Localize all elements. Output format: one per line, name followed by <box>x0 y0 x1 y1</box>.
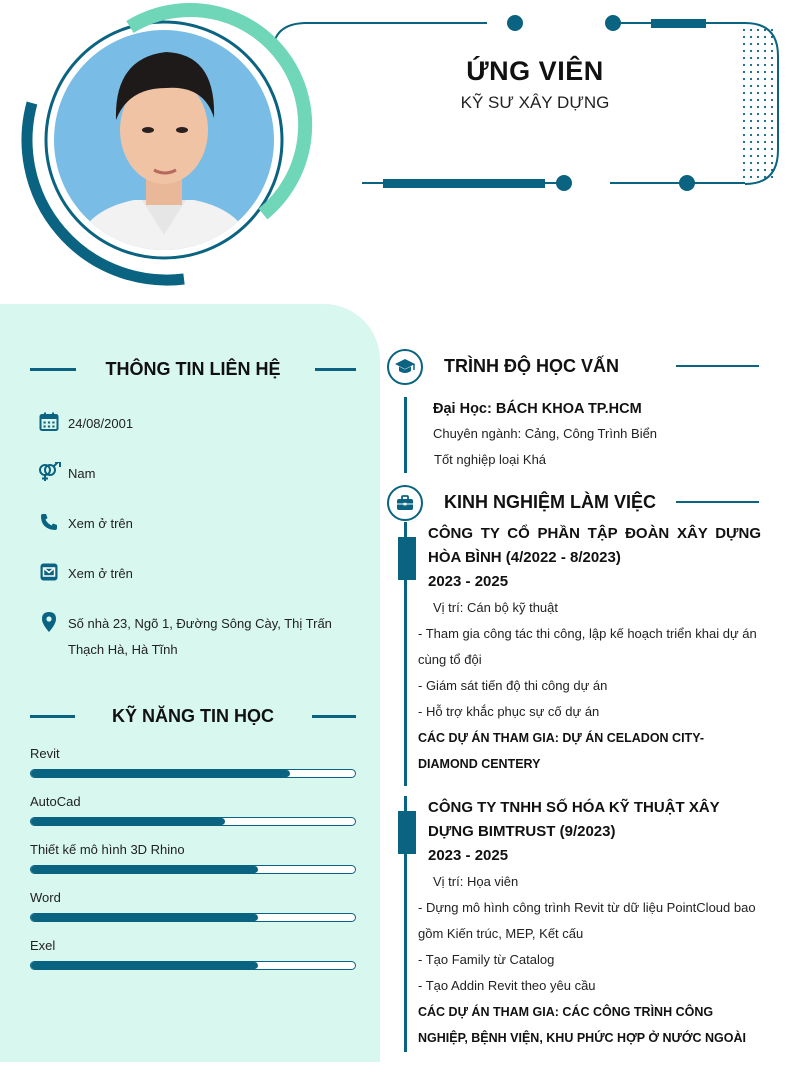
skill-level-bar <box>30 961 356 970</box>
job-years: 2023 - 2025 <box>428 847 509 864</box>
email-value: Xem ở trên <box>68 566 133 581</box>
skill-level-bar <box>30 865 356 874</box>
skill-level-bar <box>30 817 356 826</box>
education-grade: Tốt nghiệp loại Khá <box>434 452 547 467</box>
gender-value: Nam <box>68 466 96 481</box>
graduation-cap-icon <box>387 349 423 385</box>
job-projects: CÁC DỰ ÁN THAM GIA: DỰ ÁN CELADON CITY-DIAMOND CENTERY <box>418 731 705 771</box>
section-divider <box>30 715 75 718</box>
timeline-marker <box>398 537 416 580</box>
job-projects: CÁC DỰ ÁN THAM GIA: CÁC CÔNG TRÌNH CÔNG NGHIỆP, BỆNH VIỆN, KHU PHỨC HỢP Ở NƯỚC NGOÀI <box>418 1005 747 1045</box>
job-position: Vị trí: Cán bộ kỹ thuật <box>433 600 559 615</box>
skill-level-fill <box>31 770 290 777</box>
job-duty: - Hỗ trợ khắc phục sự cố dự án <box>418 704 600 719</box>
contact-gender <box>36 461 366 487</box>
contact-email <box>36 561 366 587</box>
skill-level-fill <box>31 866 258 873</box>
candidate-name: ỨNG VIÊN <box>466 56 604 86</box>
job-duty: - Tạo Addin Revit theo yêu cầu <box>418 978 596 993</box>
education-section-title: TRÌNH ĐỘ HỌC VẤN <box>444 356 619 376</box>
education-major: Chuyên ngành: Cảng, Công Trình Biển <box>433 426 658 441</box>
section-divider <box>312 715 356 718</box>
email-icon <box>36 561 62 583</box>
birthdate-value: 24/08/2001 <box>68 416 134 431</box>
job-company: CÔNG TY TNHH SỐ HÓA KỸ THUẬT XÂY DỰNG BIMTRUST (9/2023) <box>428 799 720 840</box>
section-divider <box>315 368 356 371</box>
skill-name: Exel <box>30 938 56 953</box>
address-value: Số nhà 23, Ngõ 1, Đường Sông Cày, Thị Trấn Thạch Hà, Hà Tĩnh <box>68 616 332 657</box>
job-years: 2023 - 2025 <box>428 573 509 590</box>
contact-section-title: THÔNG TIN LIÊN HỆ <box>105 359 281 379</box>
calendar-icon <box>36 411 62 433</box>
section-divider <box>676 365 759 367</box>
education-school: Đại Học: BÁCH KHOA TP.HCM <box>433 401 642 417</box>
section-divider <box>30 368 76 371</box>
job-duty: - Tạo Family từ Catalog <box>418 952 555 967</box>
skill-level-bar <box>30 913 356 922</box>
skill-level-fill <box>31 914 258 921</box>
contact-address <box>36 611 366 663</box>
skill-level-fill <box>31 962 258 969</box>
briefcase-icon <box>387 485 423 521</box>
job-company: CÔNG TY CỔ PHẦN TẬP ĐOÀN XÂY DỰNG HÒA BÌNH (4/2022 - 8/2023) <box>428 525 761 566</box>
skill-name: AutoCad <box>30 794 81 809</box>
section-divider <box>676 501 759 503</box>
phone-icon <box>36 511 62 533</box>
skill-name: Thiết kế mô hình 3D Rhino <box>30 842 185 857</box>
gender-icon <box>36 461 62 483</box>
phone-value: Xem ở trên <box>68 516 133 531</box>
job-duty: - Dựng mô hình công trình Revit từ dữ liệu PointCloud bao gồm Kiến trúc, MEP, Kết cấu <box>418 900 756 941</box>
skill-level-bar <box>30 769 356 778</box>
contact-birthdate <box>36 411 366 437</box>
skills-section-title: KỸ NĂNG TIN HỌC <box>112 706 274 726</box>
job-duty: - Tham gia công tác thi công, lập kế hoạch triển khai dự án cùng tổ đội <box>418 626 757 667</box>
skill-name: Word <box>30 890 61 905</box>
job-position: Vị trí: Họa viên <box>433 874 519 889</box>
location-pin-icon <box>36 611 62 633</box>
skill-level-fill <box>31 818 225 825</box>
profile-photo <box>54 30 274 250</box>
experience-section-title: KINH NGHIỆM LÀM VIỆC <box>444 492 657 512</box>
skill-name: Revit <box>30 746 60 761</box>
candidate-role: KỸ SƯ XÂY DỰNG <box>460 93 610 112</box>
job-duty: - Giám sát tiến độ thi công dự án <box>418 678 608 693</box>
timeline-line <box>404 397 407 473</box>
contact-phone <box>36 511 366 537</box>
timeline-marker <box>398 811 416 854</box>
